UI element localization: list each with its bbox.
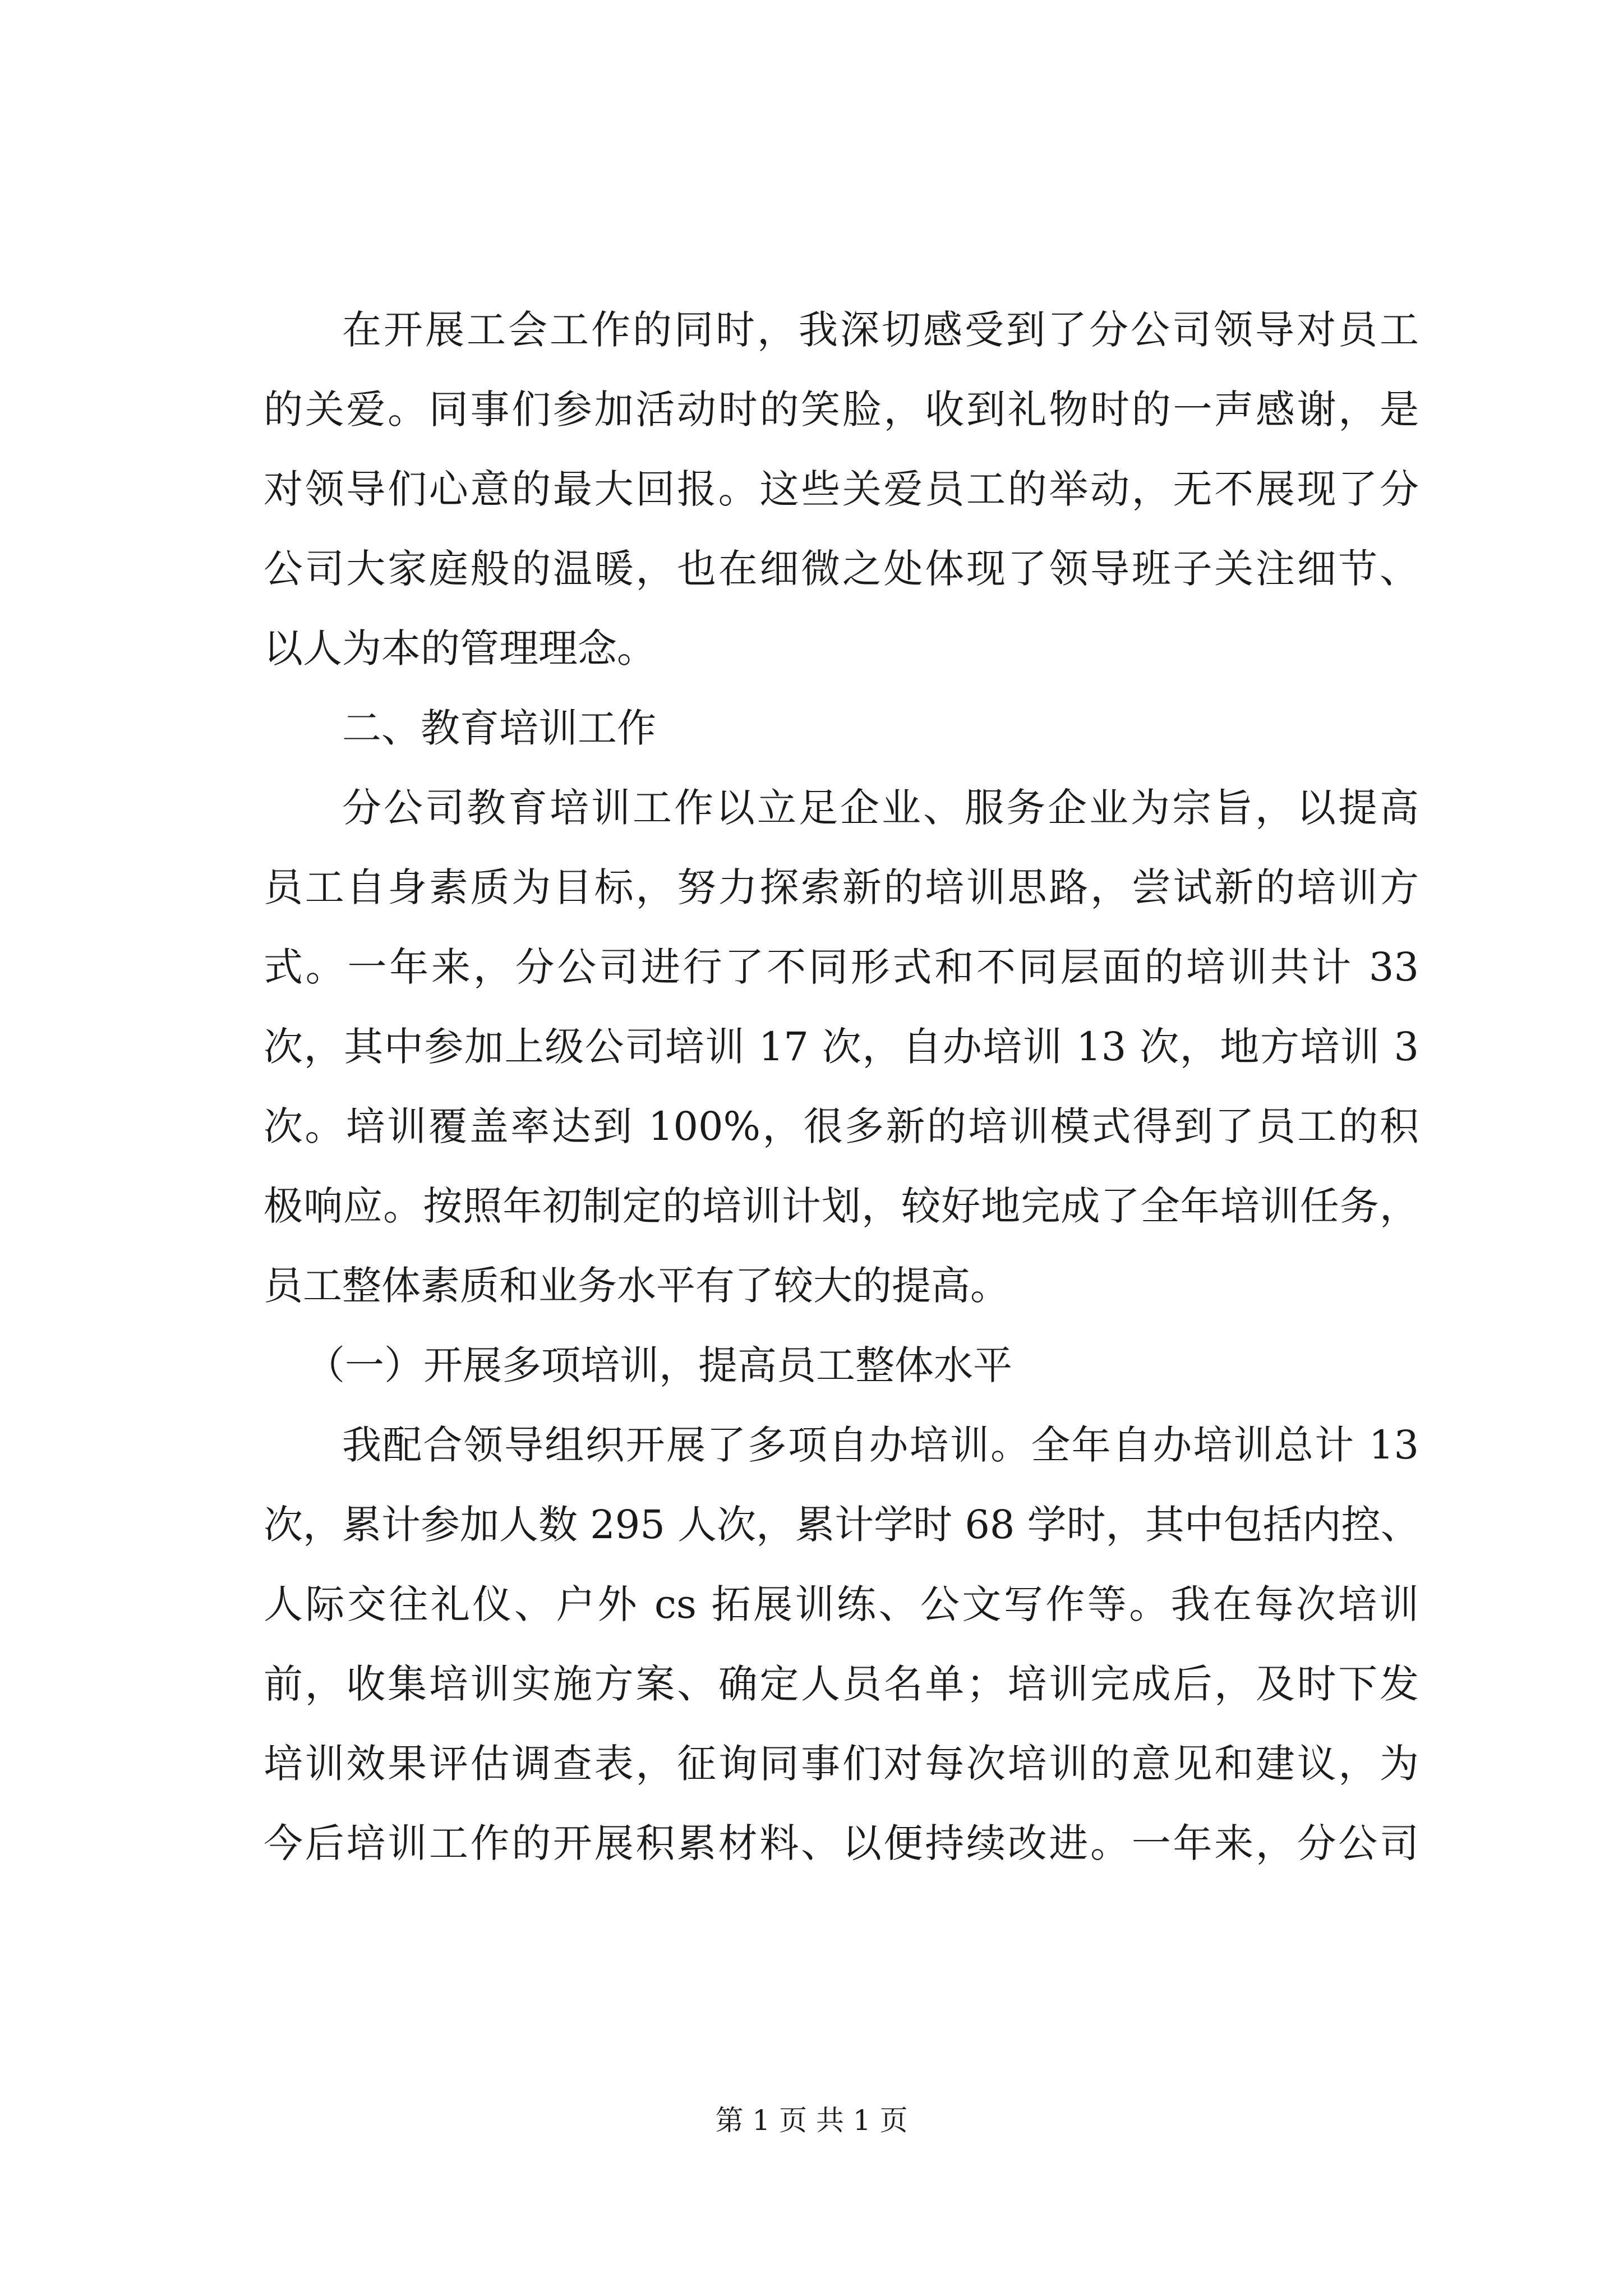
paragraph-line: 公司大家庭般的温暖，也在细微之处体现了领导班子关注细节、 — [264, 546, 1419, 592]
paragraph-line: 次，累计参加人数 295 人次，累计学时 68 学时，其中包括内控、 — [264, 1502, 1420, 1548]
paragraph-line: 的关爱。同事们参加活动时的笑脸，收到礼物时的一声感谢，是 — [264, 386, 1419, 432]
paragraph-line: 次。培训覆盖率达到 100%，很多新的培训模式得到了员工的积 — [264, 1103, 1419, 1149]
paragraph-line: 员工整体素质和业务水平有了较大的提高。 — [264, 1263, 1009, 1309]
paragraph-line: 前，收集培训实施方案、确定人员名单；培训完成后，及时下发 — [264, 1661, 1419, 1707]
paragraph-line: 以人为本的管理理念。 — [264, 625, 656, 671]
paragraph-line: 次，其中参加上级公司培训 17 次，自办培训 13 次，地方培训 3 — [264, 1024, 1419, 1070]
paragraph-line: 今后培训工作的开展积累材料、以便持续改进。一年来，分公司 — [264, 1820, 1419, 1866]
page-number-footer: 第 1 页 共 1 页 — [715, 2104, 908, 2137]
paragraph-line: 人际交往礼仪、户外 cs 拓展训练、公文写作等。我在每次培训 — [264, 1581, 1419, 1627]
paragraph-line: 极响应。按照年初制定的培训计划，较好地完成了全年培训任务， — [264, 1183, 1419, 1229]
paragraph-line: 员工自身素质为目标，努力探索新的培训思路，尝试新的培训方 — [264, 864, 1419, 910]
paragraph-line: 分公司教育培训工作以立足企业、服务企业为宗旨，以提高 — [342, 785, 1419, 831]
subsection-heading: （一）开展多项培训，提高员工整体水平 — [306, 1342, 1012, 1388]
section-heading: 二、教育培训工作 — [342, 705, 656, 751]
paragraph-line: 我配合领导组织开展了多项自办培训。全年自办培训总计 13 — [342, 1422, 1419, 1468]
paragraph-line: 在开展工会工作的同时，我深切感受到了分公司领导对员工 — [342, 307, 1419, 353]
paragraph-line: 对领导们心意的最大回报。这些关爱员工的举动，无不展现了分 — [264, 466, 1419, 512]
paragraph-line: 式。一年来，分公司进行了不同形式和不同层面的培训共计 33 — [264, 944, 1419, 990]
paragraph-line: 培训效果评估调查表，征询同事们对每次培训的意见和建议，为 — [264, 1741, 1419, 1787]
